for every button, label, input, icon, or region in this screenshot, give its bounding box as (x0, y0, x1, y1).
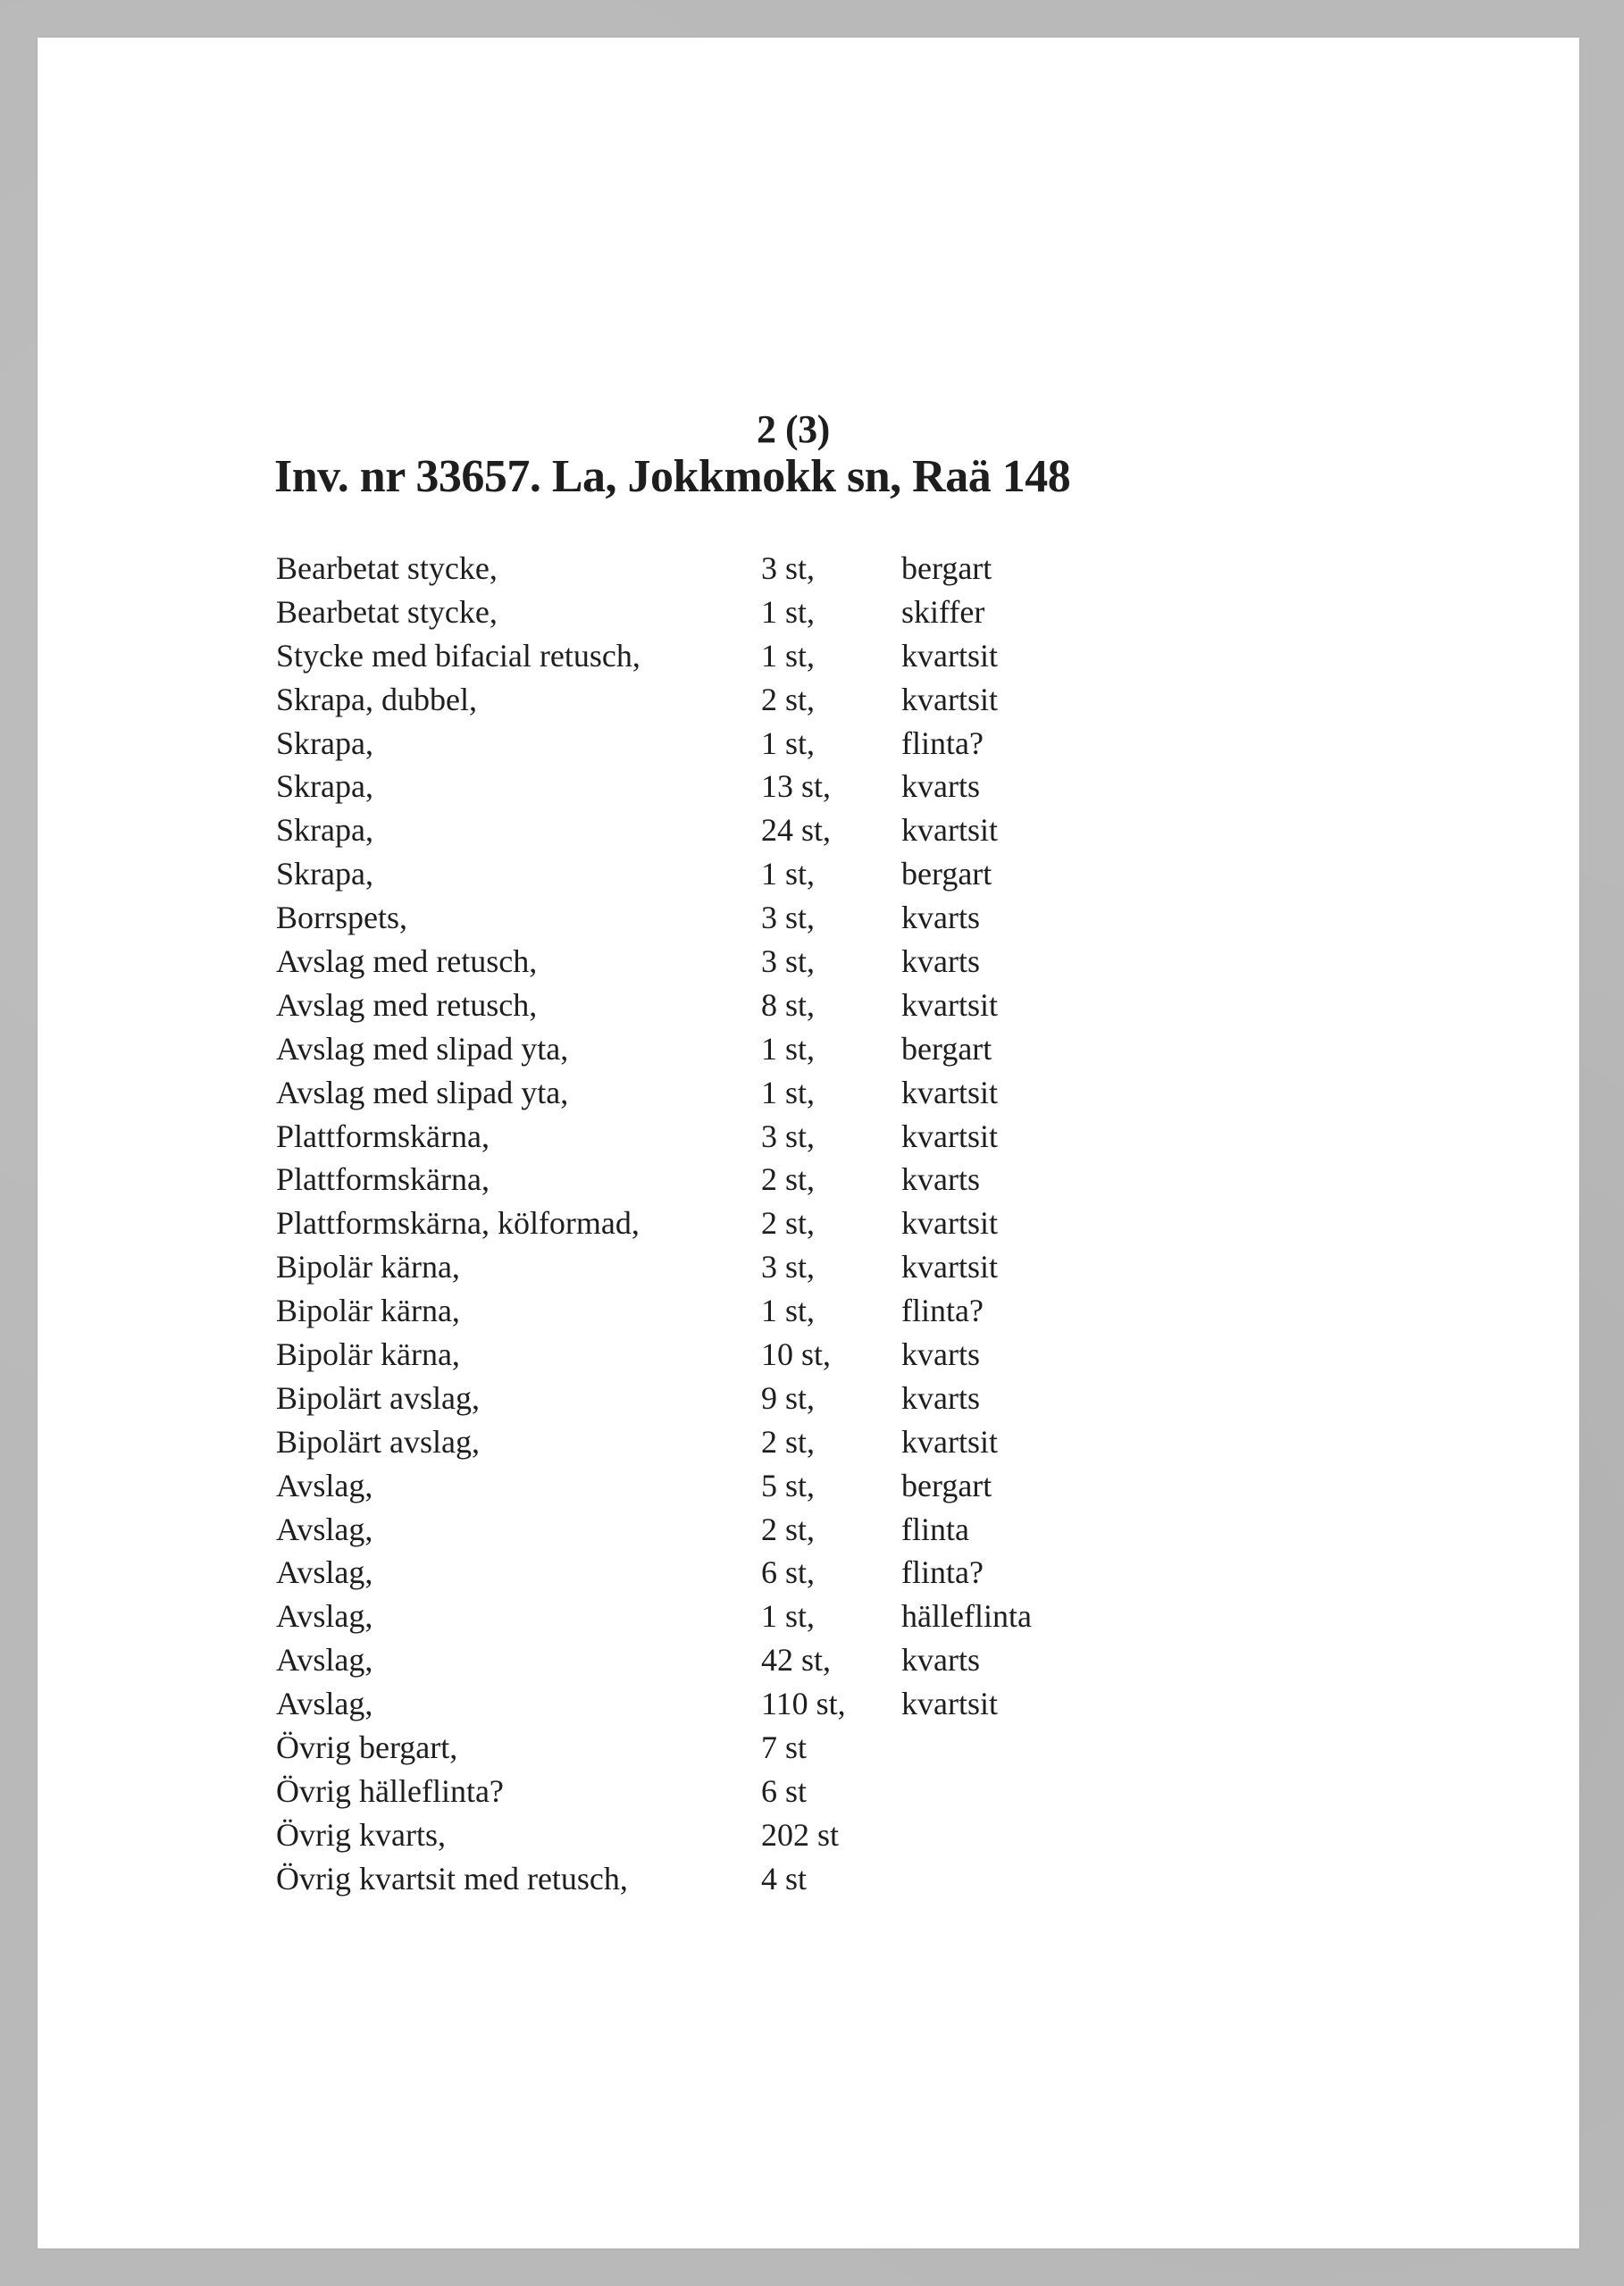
inventory-row (276, 984, 1080, 1027)
item-name: Avslag med retusch, (276, 943, 538, 980)
item-material: kvartsit (901, 1118, 998, 1154)
page-number: 2 (3) (757, 407, 830, 451)
item-quantity: 1 st, (761, 1074, 816, 1110)
item-material: kvartsit (901, 986, 998, 1023)
item-quantity: 202 st (761, 1816, 840, 1853)
item-name: Avslag med retusch, (276, 986, 538, 1023)
item-material: kvarts (901, 1642, 980, 1679)
item-quantity: 110 st, (761, 1686, 846, 1722)
inventory-row (276, 940, 1080, 984)
item-name: Avslag, (276, 1467, 373, 1503)
inventory-row (276, 547, 1080, 590)
item-material: kvartsit (901, 681, 998, 717)
item-name: Skrapa, (276, 856, 373, 892)
item-quantity: 42 st, (761, 1642, 832, 1679)
item-quantity: 2 st, (761, 1423, 816, 1460)
inventory-row (276, 1682, 1080, 1726)
item-name: Plattformskärna, (276, 1161, 490, 1198)
item-quantity: 6 st (761, 1772, 808, 1809)
item-quantity: 13 st, (761, 768, 832, 805)
item-material: kvarts (901, 900, 980, 936)
item-name: Bipolärt avslag, (276, 1423, 480, 1460)
inventory-row (276, 1770, 1080, 1813)
item-quantity: 2 st, (761, 681, 816, 717)
item-quantity: 3 st, (761, 550, 816, 586)
item-name: Bipolär kärna, (276, 1336, 460, 1373)
item-material: kvarts (901, 1379, 980, 1416)
inventory-row (276, 1726, 1080, 1770)
item-name: Bipolär kärna, (276, 1293, 460, 1329)
item-quantity: 2 st, (761, 1511, 816, 1547)
item-material: kvartsit (901, 1205, 998, 1242)
item-quantity: 24 st, (761, 812, 832, 849)
item-name: Övrig hälleflinta? (276, 1772, 504, 1809)
item-material: bergart (901, 856, 992, 892)
inventory-row (276, 1115, 1080, 1159)
inventory-row (276, 722, 1080, 766)
inventory-row (276, 1638, 1080, 1682)
item-quantity: 3 st, (761, 1118, 816, 1154)
item-name: Skrapa, (276, 768, 373, 805)
item-name: Avslag, (276, 1642, 373, 1679)
item-name: Plattformskärna, (276, 1118, 490, 1154)
inventory-row (276, 634, 1080, 678)
item-quantity: 5 st, (761, 1467, 816, 1503)
inventory-row (276, 1508, 1080, 1552)
item-material: hälleflinta (901, 1598, 1032, 1635)
item-quantity: 2 st, (761, 1205, 816, 1242)
item-name: Borrspets, (276, 900, 407, 936)
item-quantity: 1 st, (761, 1598, 816, 1635)
item-name: Bearbetat stycke, (276, 593, 498, 630)
item-quantity: 4 st (761, 1860, 808, 1897)
item-name: Övrig kvartsit med retusch, (276, 1860, 628, 1897)
item-name: Avslag, (276, 1686, 373, 1722)
inventory-row (276, 1857, 1080, 1901)
item-quantity: 1 st, (761, 724, 816, 761)
item-material: bergart (901, 1467, 992, 1503)
inventory-row (276, 1245, 1080, 1289)
item-material: flinta? (901, 724, 984, 761)
item-material: kvarts (901, 1161, 980, 1198)
inventory-row (276, 1027, 1080, 1071)
item-material: kvarts (901, 1336, 980, 1373)
item-name: Övrig kvarts, (276, 1816, 446, 1853)
item-quantity: 3 st, (761, 943, 816, 980)
item-material: flinta (901, 1511, 969, 1547)
item-quantity: 1 st, (761, 637, 816, 674)
inventory-list (276, 547, 1080, 1901)
item-material: flinta? (901, 1293, 984, 1329)
item-name: Bearbetat stycke, (276, 550, 498, 586)
inventory-row (276, 1071, 1080, 1115)
item-material: kvartsit (901, 637, 998, 674)
inventory-row (276, 1158, 1080, 1202)
item-quantity: 10 st, (761, 1336, 832, 1373)
item-name: Övrig bergart, (276, 1729, 458, 1766)
item-quantity: 8 st, (761, 986, 816, 1023)
item-material: kvartsit (901, 1249, 998, 1285)
item-name: Plattformskärna, kölformad, (276, 1205, 640, 1242)
item-material: kvarts (901, 943, 980, 980)
inventory-row (276, 1202, 1080, 1245)
inventory-row (276, 1464, 1080, 1508)
item-name: Avslag, (276, 1511, 373, 1547)
item-quantity: 1 st, (761, 593, 816, 630)
document-page (38, 38, 1579, 2248)
item-name: Skrapa, (276, 812, 373, 849)
item-name: Avslag, (276, 1598, 373, 1635)
item-quantity: 9 st, (761, 1379, 816, 1416)
inventory-row (276, 1595, 1080, 1638)
inventory-row (276, 590, 1080, 634)
item-name: Bipolärt avslag, (276, 1379, 480, 1416)
inventory-row (276, 852, 1080, 896)
inventory-row (276, 808, 1080, 852)
item-material: bergart (901, 1030, 992, 1067)
inventory-row (276, 1377, 1080, 1420)
item-name: Bipolär kärna, (276, 1249, 460, 1285)
item-material: kvartsit (901, 1686, 998, 1722)
item-material: kvarts (901, 768, 980, 805)
item-name: Avslag med slipad yta, (276, 1030, 569, 1067)
item-name: Skrapa, dubbel, (276, 681, 477, 717)
document-title: Inv. nr 33657. La, Jokkmokk sn, Raä 148 (274, 451, 1071, 502)
item-material: kvartsit (901, 1423, 998, 1460)
item-name: Skrapa, (276, 724, 373, 761)
item-material: skiffer (901, 593, 985, 630)
item-quantity: 2 st, (761, 1161, 816, 1198)
inventory-row (276, 765, 1080, 808)
item-name: Avslag med slipad yta, (276, 1074, 569, 1110)
item-quantity: 1 st, (761, 1030, 816, 1067)
item-quantity: 3 st, (761, 900, 816, 936)
inventory-row (276, 896, 1080, 940)
item-material: kvartsit (901, 1074, 998, 1110)
item-name: Stycke med bifacial retusch, (276, 637, 640, 674)
inventory-row (276, 1813, 1080, 1857)
item-quantity: 3 st, (761, 1249, 816, 1285)
item-material: flinta? (901, 1554, 984, 1591)
item-name: Avslag, (276, 1554, 373, 1591)
inventory-row (276, 1289, 1080, 1333)
item-quantity: 1 st, (761, 856, 816, 892)
item-quantity: 6 st, (761, 1554, 816, 1591)
item-quantity: 1 st, (761, 1293, 816, 1329)
inventory-row (276, 1551, 1080, 1595)
inventory-row (276, 1420, 1080, 1464)
item-material: bergart (901, 550, 992, 586)
inventory-row (276, 678, 1080, 722)
inventory-row (276, 1333, 1080, 1377)
item-material: kvartsit (901, 812, 998, 849)
item-quantity: 7 st (761, 1729, 808, 1766)
